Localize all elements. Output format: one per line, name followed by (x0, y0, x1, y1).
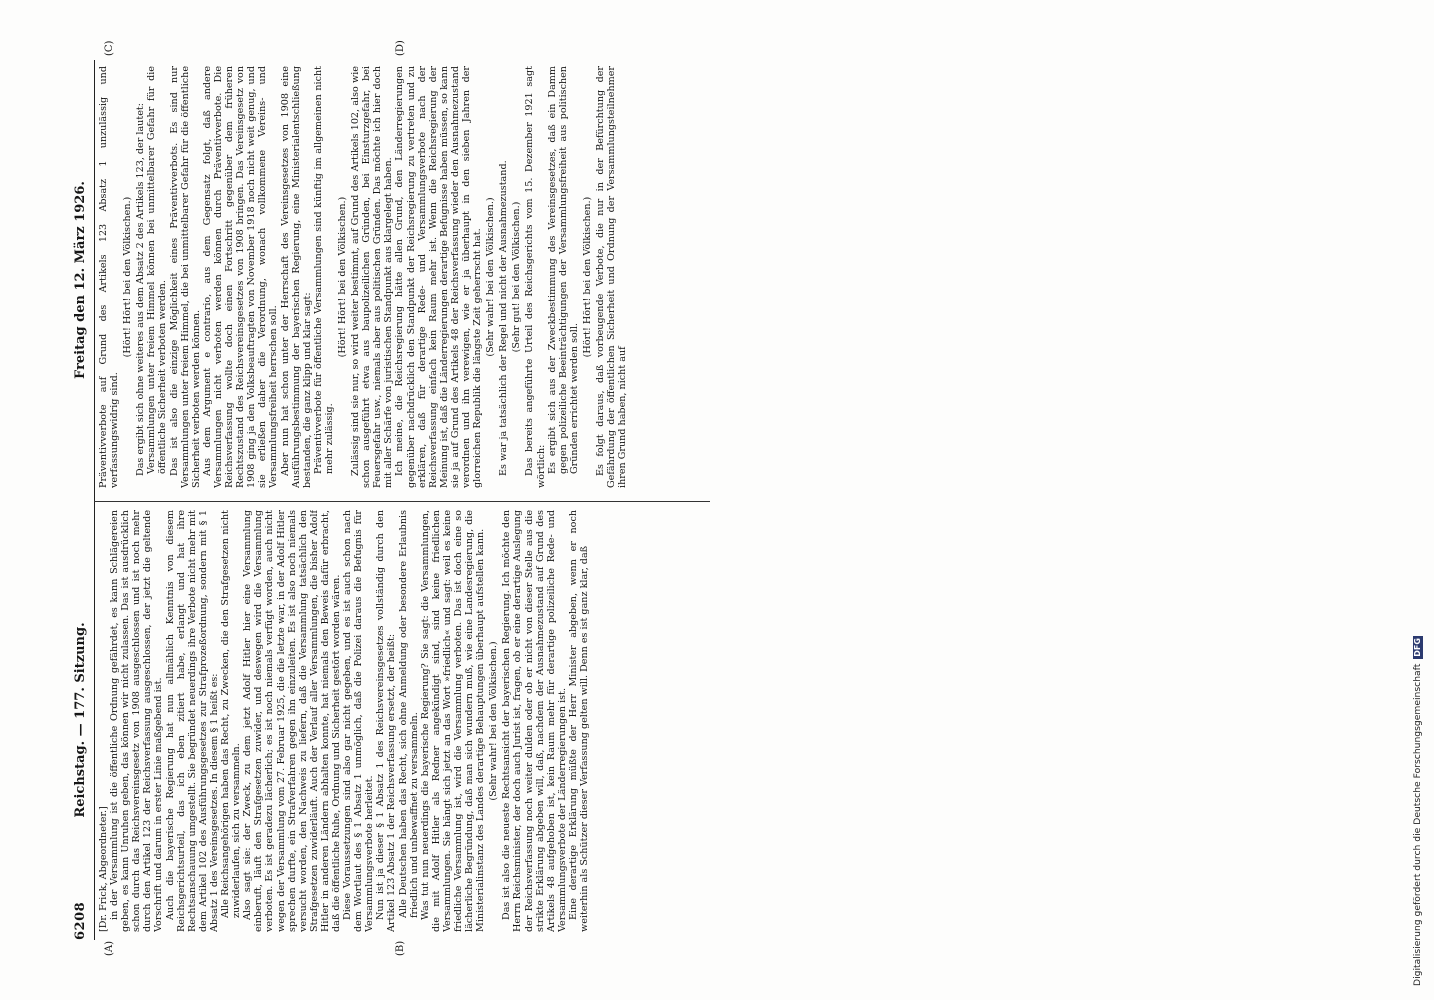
paragraph: Das bereits angeführte Urteil des Reichsgerichts vom 15. Dezember 1921 sagt wörtlich: (524, 66, 547, 488)
paragraph: Aber nun hat schon unter der Herrschaft des Vereinsgesetzes von 1908 eine Ausführungsbestimmung der bayerischen Regierung, eine Ministerialentschließung bestanden, die ganz klipp und klar sagt: (279, 66, 313, 488)
interjection: (Hört! Hört! bei den Völkischen.) (122, 196, 134, 358)
dfg-logo: DFG (1412, 638, 1422, 657)
margin-mark-c: (C) (104, 40, 115, 56)
quotation: Alle Reichsangehörigen haben das Recht, zu Zwecken, die den Strafgesetzen nicht zuwiderlaufen, sich zu versammeln. (220, 510, 243, 918)
left-text-column (98, 510, 708, 932)
interjection: (Sehr wahr! bei den Völkischen.) (488, 641, 500, 801)
paragraph: Ich meine, die Reichsregierung hätte allen Grund, den Länderregierungen gegenüber nachdrücklich den Standpunkt der Reichsregierung zu vertreten und zu erklären, daß für derartige Rede- und Versammlungsverbote nach der Reichsverfassung einfach kein Raum mehr ist. Wenn die Reichsregierung der Meinung ist, daß die Länderregierungen derartige Befugnisse haben müssen, so kann sie ja auf Grund des Artikels 48 der Reichsverfassung wieder den Ausnahmezustand verordnen und ihn verewigen, wie er ja überhaupt in den sieben Jahren der glorreichen Republik die längste Zeit geherrscht hat. (394, 66, 484, 488)
paragraph: Also sagt sie: der Zweck, zu dem jetzt Adolf Hitler hier eine Versammlung einberuft, läuft den Strafgesetzen zuwider, und deswegen wird die Versammlung verboten. Es ist geradezu lächerlich; es ist noch niemals verfügt worden, auch nicht wegen der Versammlung vom 27. Februar 1925, die die letzte war, in der Adolf Hitler sprechen durfte, ein Strafverfahren gegen ihn einzuleiten. Es ist also noch niemals versucht worden, den Nachweis zu liefern, daß die Versammlung tatsächlich den Strafgesetzen zuwiderläuft. Auch der Verlauf aller Versammlungen, die bisher Adolf Hitler in anderen Ländern abhalten konnte, hat niemals den Beweis dafür erbracht, daß die öffentliche Ruhe, Ordnung und Sicherheit gestört worden wären. (242, 510, 342, 932)
interjection: (Hört! Hört! bei den Völkischen.) (336, 196, 348, 358)
paragraph: Diese Voraussetzungen sind also gar nicht gegeben, und es ist auch schon nach dem Wortlaut des § 1 Absatz 1 unmöglich, daß die Polizei daraus die Befugnis für Versammlungsverbote herleitet. (342, 510, 376, 932)
margin-mark-a: (A) (104, 940, 115, 956)
paragraph: in der Versammlung ist die öffentliche Ordnung gefährdet, es kann Schlägereien geben, es kann Unruhen geben, das können wir nicht zulassen. Das ist ausdrücklich schon durch das Reichsvereinsgesetz von 1908 ausgeschlossen und ist noch mehr durch den Artikel 123 der Reichsverfassung ausgeschlossen, der jetzt die geltende Vorschrift und darum in erster Linie maßgebend ist. (109, 510, 165, 932)
margin-mark-d: (D) (395, 40, 406, 56)
paragraph: Das ergibt sich ohne weiteres aus dem Absatz 2 des Artikels 123, der lautet: (135, 103, 147, 476)
paragraph: Es folgt daraus, daß vorbeugende Verbote, die nur in der Befürchtung der Gefährdung der öffentlichen Sicherheit und Ordnung der Versammlungsteilnehmer ihren Grund haben, nicht auf (595, 66, 629, 488)
interjection: (Hört! Hört! bei den Völkischen.) (581, 196, 593, 358)
quotation: Präventivverbote für öffentliche Versammlungen sind künftig im allgemeinen nicht mehr zulässig. (312, 66, 335, 474)
digitization-credit (1406, 6, 1434, 1000)
paragraph: Nun ist ja dieser § 1 Absatz 1 des Reichsvereinsgesetzes vollständig durch den Artikel 123 Absatz 1 der Reichsverfassung ersetzt, der heißt: (375, 510, 398, 932)
header-rule (94, 60, 95, 940)
quotation: Versammlungen unter freiem Himmel können bei unmittelbarer Gefahr für die öffentliche Sicherheit verboten werden. (146, 66, 169, 474)
column-divider (94, 501, 710, 502)
rotated-page-frame (70, 40, 710, 956)
interjection: (Sehr wahr! bei den Völkischen.) (485, 197, 497, 357)
running-header (70, 60, 92, 940)
paragraph: Aus dem Argument e contrario, aus dem Gegensatz folgt, daß andere Versammlungen nicht verboten werden können durch Präventivverbote. Die Reichsverfassung wollte doch einen Fortschritt gegenüber dem früheren Rechtszustand des Reichsvereinsgesetzes von 1908 bringen. Das Vereinsgesetz von 1908 ging ja den Volksbeauftragten von November 1918 noch nicht weit genug, und sie erließen daher die Verordnung, wonach vollkommene Vereins- und Versammlungsfreiheit herrschen soll. (201, 66, 280, 488)
interjection: (Sehr gut! bei den Völkischen.) (511, 201, 523, 353)
right-text-column (98, 66, 708, 488)
running-title-left: Reichstag. — 177. Sitzung. (73, 622, 88, 818)
paragraph: Das ist also die neueste Rechtsansicht der bayerischen Regierung. Ich möchte den Herrn Reichsminister, der doch auch Jurist ist, fragen, ob er eine derartige Auslegung der Reichsverfassung noch weiter dulden oder ob er nicht von dieser Stelle aus die strikte Erklärung abgeben will, daß, nachdem der Ausnahmezustand auf Grund des Artikels 48 aufgehoben ist, kein Raum mehr für derartige polizeiliche Rede- und Versammlungsverbote der Länderregierungen ist. (501, 510, 568, 932)
paragraph: Zulässig sind sie nur, so wird weiter bestimmt, auf Grund des Artikels 102, also wie schon ausgeführt etwa aus baupolizeilichen Gründen, bei Einsturzgefahr, bei Feuersgefahr usw., niemals aber aus politischen Gründen. Das möchte ich hier doch mit aller Schärfe von juristischen Standpunkt aus klargelegt haben. (350, 66, 395, 488)
page-number: 6208 (73, 901, 88, 940)
quotation: Es ergibt sich aus der Zweckbestimmung des Vereinsgesetzes, daß ein Damm gegen polizeiliche Beeinträchtigungen der Versammlungsfreiheit aus politischen Gründen errichtet werden soll. (546, 66, 580, 474)
paragraph: Eine derartige Erklärung müßte der Herr Minister abgeben, wenn er noch weiterhin als Schützer dieser Verfassung gelten will. Denn es ist ganz klar, daß (567, 510, 591, 932)
paragraph: Was tut nun neuerdings die bayerische Regierung? Sie sagt: die Versammlungen, die mit Adolf Hitler als Redner angekündigt sind, sind keine friedlichen Versammlungen. Sie hängt sich jetzt an das Wort »friedlich« und sagt: weil es keine friedliche Versammlung ist, wird die Versammlung verboten. Das ist doch eine so lächerliche Begründung, daß man sich wundern muß, wie eine Landesregierung, die Ministerialinstanz des Landes derartige Behauptungen überhaupt aufstellen kann. (419, 510, 487, 932)
paragraph: Präventivverbote auf Grund des Artikels 123 Absatz 1 unzulässig und verfassungswidrig sind. (98, 66, 121, 488)
paragraph: Das ist also die einzige Möglichkeit eines Präventivverbots. Es sind nur Versammlungen unter freiem Himmel, die bei unmittelbarer Gefahr für die öffentliche Sicherheit verboten werden können. (168, 66, 202, 488)
credit-text: Digitalisierung gefördert durch die Deutsche Forschungsgemeinschaft (1412, 663, 1423, 986)
margin-mark-b: (B) (395, 940, 406, 956)
running-title-right: Freitag den 12. März 1926. (73, 181, 88, 379)
paragraph: Auch die bayerische Regierung hat nun allmählich Kenntnis von diesem Reichsgerichtsurteil, das ich eben zitiert habe, erlangt und hat ihre Rechtsanschauung umgestellt. Sie begründet neuerdings ihre Verbote nicht mehr mit dem Artikel 102 des Ausführungsgesetzes zur Strafprozeßordnung, sondern mit § 1 Absatz 1 des Vereinsgesetzes. In diesem § 1 heißt es: (164, 510, 220, 932)
paragraph: Es war ja tatsächlich der Regel und nicht der Ausnahmezustand. (498, 160, 510, 476)
speaker-label: [Dr. Frick, Abgeordneter.] (98, 806, 109, 932)
quotation: Alle Deutschen haben das Recht, sich ohne Anmeldung oder besondere Erlaubnis friedlich und unbewaffnet zu versammeln. (397, 510, 420, 918)
